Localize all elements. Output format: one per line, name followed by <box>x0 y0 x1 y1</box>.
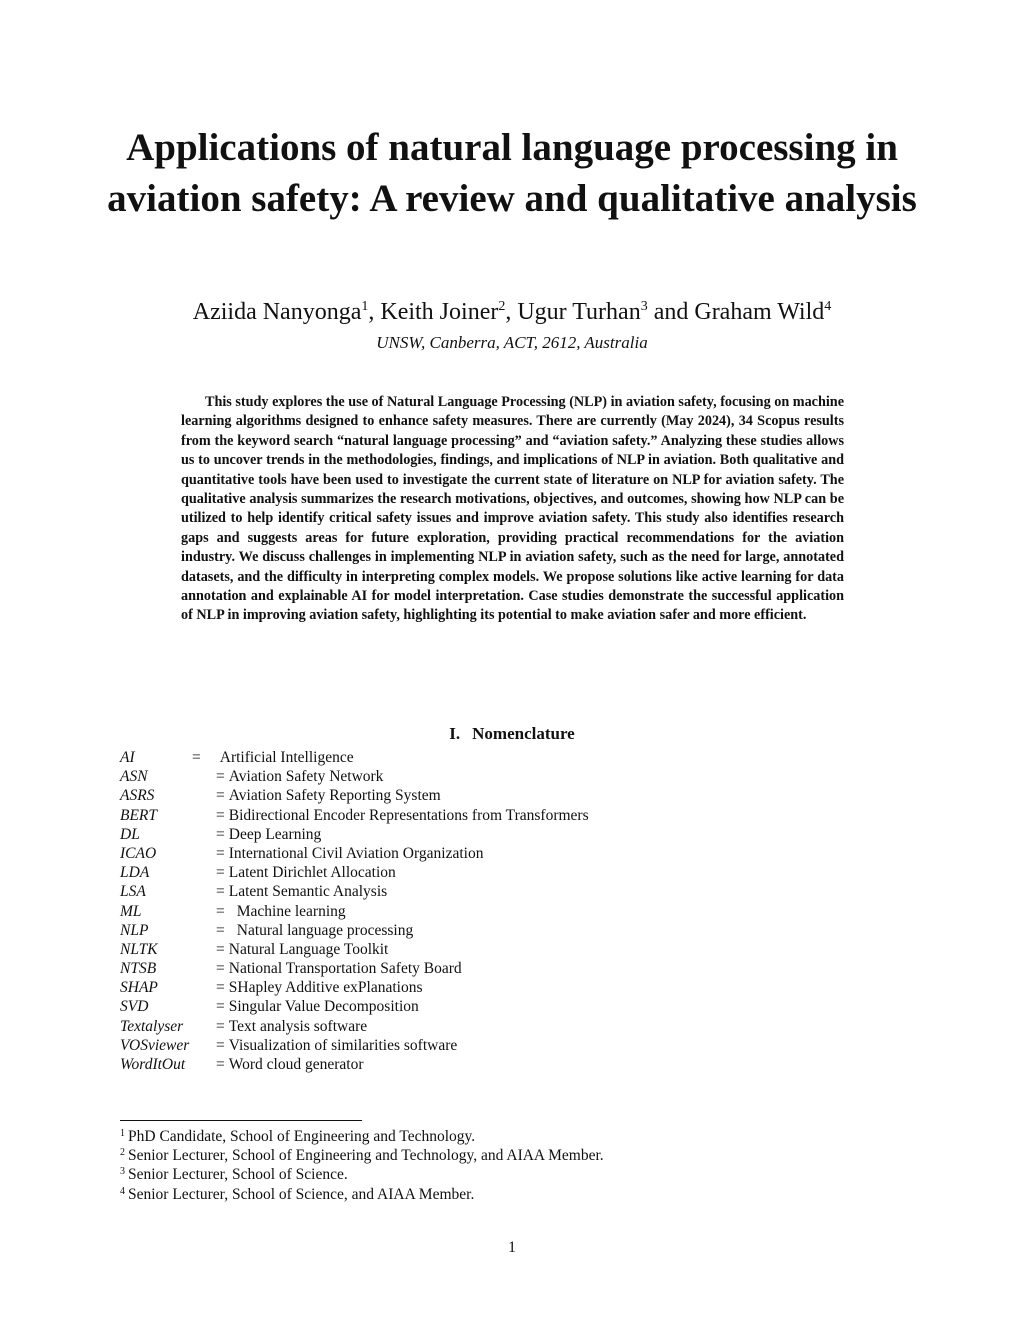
equals-sign: = <box>216 844 225 862</box>
footnote-text: Senior Lecturer, School of Engineering and Technology, and AIAA Member. <box>128 1147 604 1165</box>
nomenclature-entry <box>120 748 820 767</box>
author-list <box>80 296 944 328</box>
nomenclature-entry <box>120 902 820 921</box>
nomenclature-term: ASRS <box>120 787 155 805</box>
nomenclature-definition: Natural Language Toolkit <box>228 940 389 958</box>
nomenclature-entry <box>120 959 820 978</box>
paper-title: Applications of natural language processing in aviation safety: A review and qualitative analysis <box>107 126 917 220</box>
equals-sign: = <box>192 749 201 766</box>
footnote-mark: 2 <box>120 1147 125 1159</box>
nomenclature-definition: Word cloud generator <box>228 1056 364 1073</box>
nomenclature-definition: Latent Semantic Analysis <box>228 883 388 901</box>
footnote-text: Senior Lecturer, School of Science, and AIAA Member. <box>128 1185 475 1203</box>
equals-sign: = <box>216 979 225 997</box>
nomenclature-definition-group <box>216 786 441 805</box>
footnote-text: PhD Candidate, School of Engineering and Technology. <box>128 1128 476 1145</box>
nomenclature-entry <box>120 978 820 997</box>
author-footnote-mark: 2 <box>498 299 506 314</box>
equals-sign: = <box>216 1036 225 1054</box>
nomenclature-definition-group <box>216 902 346 921</box>
footnote <box>120 1185 900 1204</box>
author-name: Ugur Turhan <box>517 299 641 325</box>
nomenclature-definition: Text analysis software <box>228 1017 368 1035</box>
nomenclature-entry <box>120 1036 820 1055</box>
nomenclature-definition-group <box>216 825 321 844</box>
nomenclature-definition: International Civil Aviation Organization <box>228 844 484 862</box>
equals-sign: = <box>216 825 225 843</box>
nomenclature-definition: Bidirectional Encoder Representations from Transformers <box>228 806 589 824</box>
equals-sign: = <box>216 1056 225 1073</box>
author-footnote-mark: 1 <box>361 299 369 314</box>
nomenclature-definition: Latent Dirichlet Allocation <box>228 864 396 882</box>
abstract: This study explores the use of Natural Language Processing (NLP) in aviation safety, focusing on machine learning algorithms designed to enhance safety measures. There are currently (May 2024), 34 Scopus results from the keyword search “natural language processing” and “aviation safety.” Analyzing these studies allows us to uncover trends in the methodologies, findings, and implications of NLP in aviation. Both qualitative and quantitative tools have been used to investigate the current state of literature on NLP for aviation safety. The qualitative analysis summarizes the research motivations, objectives, and outcomes, showing how NLP can be utilized to help identify critical safety issues and improve aviation safety. This study also identifies research gaps and suggests areas for future exploration, providing practical recommendations for the aviation industry. We discuss challenges in implementing NLP in aviation safety, such as the need for large, annotated datasets, and the difficulty in interpreting complex models. We propose solutions like active learning for data annotation and explainable AI for model interpretation. Case studies demonstrate the successful application of NLP in improving aviation safety, highlighting its potential to make aviation safer and more efficient. <box>181 394 844 624</box>
nomenclature-definition-group <box>216 863 396 882</box>
footnote-mark: 1 <box>120 1128 125 1139</box>
nomenclature-definition-group <box>216 806 589 825</box>
nomenclature-definition: SHapley Additive exPlanations <box>228 979 423 997</box>
author-name: Graham Wild <box>694 299 825 325</box>
footnotes <box>120 1127 900 1204</box>
section-heading-nomenclature <box>80 722 944 746</box>
footnote <box>120 1165 900 1184</box>
nomenclature-definition: Aviation Safety Network <box>228 768 384 786</box>
equals-sign: = <box>216 864 225 882</box>
nomenclature-entry <box>120 997 820 1016</box>
nomenclature-entry <box>120 825 820 844</box>
author-footnote-mark: 4 <box>824 299 832 314</box>
nomenclature-definition-group <box>216 921 413 940</box>
nomenclature-definition-group <box>216 844 483 863</box>
nomenclature-definition: Natural language processing <box>236 921 414 939</box>
nomenclature-term: NLP <box>120 921 149 939</box>
footnote-mark: 4 <box>120 1185 125 1197</box>
nomenclature-term: SHAP <box>120 979 158 997</box>
section-number: I. <box>449 724 461 743</box>
equals-sign: = <box>216 806 225 824</box>
nomenclature-entry <box>120 921 820 940</box>
footnote-mark: 3 <box>120 1166 125 1178</box>
nomenclature-definition-group <box>216 767 383 786</box>
author-name: Aziida Nanyonga <box>192 299 362 325</box>
nomenclature-term: Textalyser <box>120 1017 184 1035</box>
nomenclature-entry <box>120 786 820 805</box>
equals-sign: = <box>216 1017 225 1035</box>
nomenclature-definition-group <box>216 959 462 978</box>
nomenclature-entry <box>120 844 820 863</box>
equals-sign: = <box>216 940 225 958</box>
nomenclature-definition: Aviation Safety Reporting System <box>228 787 441 805</box>
nomenclature-definition: Artificial Intelligence <box>219 749 354 766</box>
nomenclature-entry <box>120 1017 820 1036</box>
nomenclature-entry <box>120 863 820 882</box>
nomenclature-term: LSA <box>120 883 146 901</box>
equals-sign: = <box>216 921 225 939</box>
nomenclature-definition-group <box>216 978 422 997</box>
nomenclature-definition: Singular Value Decomposition <box>228 998 419 1016</box>
footnote <box>120 1146 900 1165</box>
nomenclature-term: ML <box>120 902 142 920</box>
equals-sign: = <box>216 998 225 1016</box>
footnote-text: Senior Lecturer, School of Science. <box>128 1166 348 1184</box>
nomenclature-definition-group <box>192 748 354 767</box>
affiliation: UNSW, Canberra, ACT, 2612, Australia <box>376 333 648 352</box>
author-separator: , <box>505 299 518 325</box>
nomenclature-definition: National Transportation Safety Board <box>228 960 462 978</box>
nomenclature-term: NTSB <box>120 960 157 978</box>
nomenclature-definition: Visualization of similarities software <box>228 1036 458 1054</box>
footnote <box>120 1127 900 1146</box>
nomenclature-term: VOSviewer <box>120 1036 190 1054</box>
equals-sign: = <box>216 960 225 978</box>
nomenclature-entry <box>120 940 820 959</box>
nomenclature-term: ASN <box>120 768 148 786</box>
author-name: Keith Joiner <box>380 299 499 325</box>
nomenclature-term: NLTK <box>120 940 158 958</box>
nomenclature-term: AI <box>120 749 135 766</box>
equals-sign: = <box>216 787 225 805</box>
nomenclature-definition-group <box>216 997 419 1016</box>
equals-sign: = <box>216 768 225 786</box>
author-footnote-mark: 3 <box>640 299 648 314</box>
nomenclature-term: DL <box>120 825 140 843</box>
nomenclature-definition-group <box>216 882 387 901</box>
nomenclature-definition-group <box>216 1017 367 1036</box>
nomenclature-definition-group <box>216 1036 457 1055</box>
nomenclature-term: SVD <box>120 998 149 1016</box>
nomenclature-definition-group <box>216 940 388 959</box>
section-title: Nomenclature <box>472 724 575 743</box>
nomenclature-term: ICAO <box>120 844 157 862</box>
nomenclature-entry <box>120 767 820 786</box>
nomenclature-term: BERT <box>120 806 158 824</box>
nomenclature-term: WordItOut <box>120 1056 186 1073</box>
nomenclature-entry <box>120 882 820 901</box>
page-number: 1 <box>508 1239 516 1256</box>
author-separator: and <box>647 299 695 325</box>
nomenclature-list <box>120 748 820 1074</box>
author-separator: , <box>368 299 381 325</box>
nomenclature-entry <box>120 806 820 825</box>
nomenclature-definition-group <box>216 1055 364 1074</box>
nomenclature-definition: Deep Learning <box>228 825 322 843</box>
nomenclature-entry <box>120 1055 820 1074</box>
nomenclature-term: LDA <box>120 864 150 882</box>
equals-sign: = <box>216 902 225 920</box>
equals-sign: = <box>216 883 225 901</box>
nomenclature-definition: Machine learning <box>236 902 346 920</box>
footnote-divider <box>120 1120 362 1121</box>
